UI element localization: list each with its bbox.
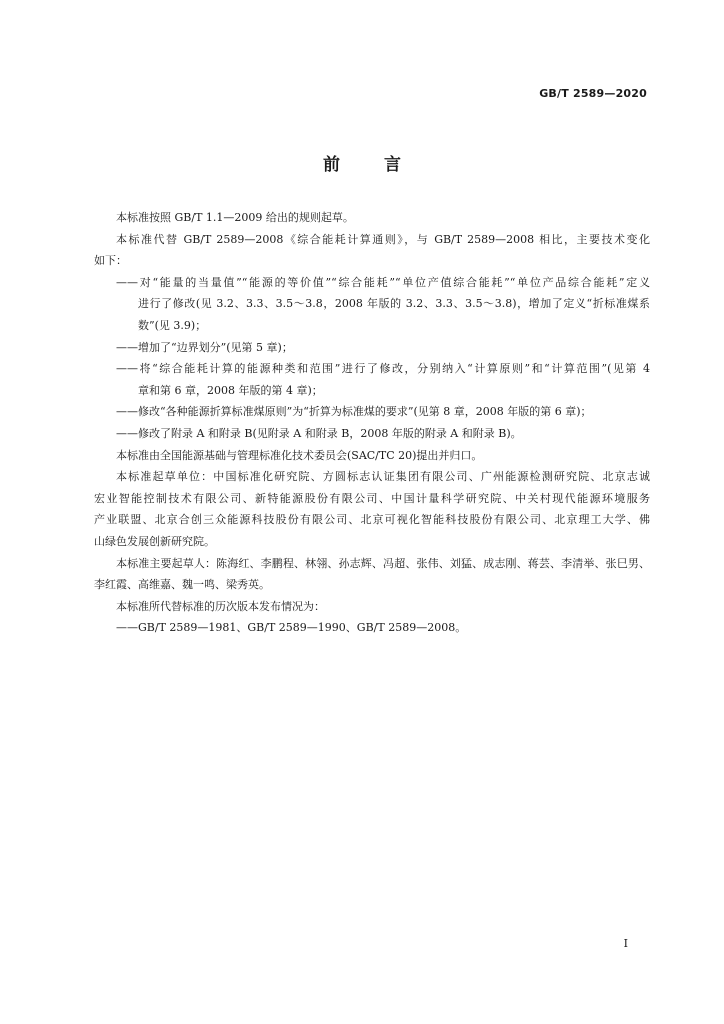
paragraph-drafting-rules: 本标准按照 GB/T 1.1—2009 给出的规则起草。: [116, 211, 354, 224]
paragraph-drafting-units-line-3: 产业联盟、北京合创三众能源科技股份有限公司、北京可视化智能科技股份有限公司、北京理工大学、佛: [94, 513, 650, 527]
document-body: [94, 207, 650, 639]
paragraph-drafters-line-2: 李红霞、高维嘉、魏一鸣、梁秀英。: [94, 578, 270, 592]
change-item-2: ——增加了“边界划分”(见第 5 章)；: [116, 340, 293, 354]
paragraph-drafting-units-line-1: 本标准起草单位：中国标准化研究院、方圆标志认证集团有限公司、广州能源检测研究院、北京志诚: [116, 470, 650, 484]
paragraph-history-intro: 本标准所代替标准的历次版本发布情况为：: [116, 599, 325, 613]
standard-code: GB/T 2589—2020: [539, 87, 647, 100]
page-number: I: [623, 937, 628, 950]
change-item-3-line-1: ——将“综合能耗计算的能源种类和范围”进行了修改，分别纳入“计算原则”和“计算范围”(见第 4: [116, 362, 650, 376]
change-item-1-line-2: 进行了修改(见 3.2、3.3、3.5～3.8，2008 年版的 3.2、3.3、3.5～3.8)，增加了定义“折标准煤系: [138, 297, 650, 311]
change-item-3-line-2: 章和第 6 章，2008 年版的第 4 章)；: [138, 383, 323, 397]
change-item-5: ——修改了附录 A 和附录 B(见附录 A 和附录 B，2008 年版的附录 A 和附录 B)。: [116, 426, 522, 440]
paragraph-drafting-units-line-2: 宏业智能控制技术有限公司、新特能源股份有限公司、中国计量科学研究院、中关村现代能源环境服务: [94, 491, 650, 505]
paragraph-replacement-line-1: 本标准代替 GB/T 2589—2008《综合能耗计算通则》，与 GB/T 2589—2008 相比，主要技术变化: [116, 232, 650, 246]
paragraph-drafting-units-line-4: 山绿色发展创新研究院。: [94, 534, 215, 548]
page-title: 前言: [323, 155, 445, 175]
change-item-1-line-3: 数”(见 3.9)；: [138, 318, 207, 332]
paragraph-history-list: ——GB/T 2589—1981、GB/T 2589—1990、GB/T 2589—2008。: [116, 621, 467, 635]
paragraph-proposer: 本标准由全国能源基础与管理标准化技术委员会(SAC/TC 20)提出并归口。: [116, 448, 483, 462]
paragraph-replacement-line-2: 如下：: [94, 254, 127, 268]
paragraph-drafters-line-1: 本标准主要起草人：陈海红、李鹏程、林翎、孙志辉、冯超、张伟、刘猛、成志刚、蒋芸、李清举、张巳男、: [116, 556, 650, 570]
change-item-4: ——修改“各种能源折算标准煤原则”为“折算为标准煤的要求”(见第 8 章，2008 年版的第 6 章)；: [116, 405, 592, 419]
change-item-1-line-1: ——对“能量的当量值”“能源的等价值”“综合能耗”“单位产值综合能耗”“单位产品综合能耗”定义: [116, 275, 650, 289]
